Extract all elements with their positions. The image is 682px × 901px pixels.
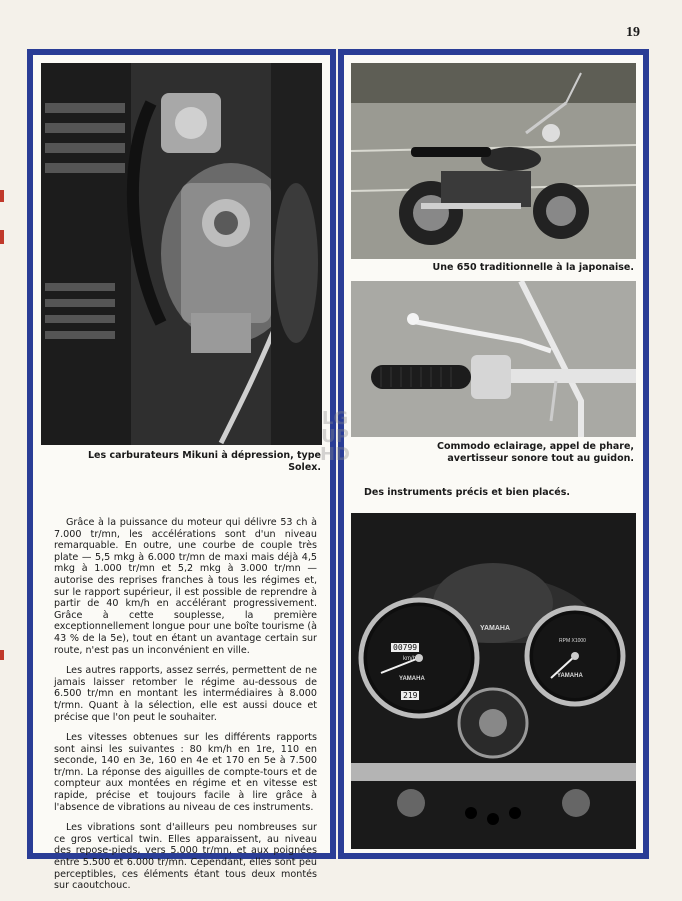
page-number: 19 xyxy=(626,25,640,40)
right-column xyxy=(338,49,649,859)
carburetor-photo xyxy=(41,63,322,445)
motorcycle-photo xyxy=(351,63,636,259)
left-column xyxy=(27,49,336,892)
switch-caption-line-2: avertisseur sonore tout au guidon. xyxy=(447,453,634,464)
tachometer-unit: RPM X1000 xyxy=(559,638,586,644)
margin-mark xyxy=(0,650,4,660)
paragraph: Les autres rapports, assez serrés, permettent de ne jamais laisser retomber le régime au-dessous de 6.500 tr/mn en montant les intermédiaires à 8.000 t/rmn. Quant à la sélection, elle est aussi douce et précise que l'on peut le souhaiter. xyxy=(54,665,317,723)
watermark-line-1: LG xyxy=(321,408,349,429)
watermark-line-2: UP xyxy=(321,426,349,447)
switch-caption xyxy=(384,441,634,465)
switch-caption-line-1: Commodo eclairage, appel de phare, xyxy=(437,441,634,452)
tachometer-brand: YAMAHA xyxy=(557,673,583,679)
watermark-line-3: HD xyxy=(319,444,350,465)
article-body xyxy=(54,517,317,901)
handlebar-switch-photo xyxy=(351,281,636,437)
motorcycle-caption: Une 650 traditionnelle à la japonaise. xyxy=(432,262,634,273)
watermark-logo xyxy=(300,410,370,480)
speedometer-brand: YAMAHA xyxy=(399,676,425,682)
brand-logo: YAMAHA xyxy=(479,625,511,632)
margin-mark xyxy=(0,230,4,244)
paragraph: Grâce à la puissance du moteur qui délivre 53 ch à 7.000 tr/mn, les accélérations sont d'un niveau remarquable. En outre, une courbe de couple très plate — 5,5 mkg à 6.000 tr/mn de maxi mais déjà 4,5 mkg à 1.000 tr/mn et 5,2 mkg à 3.000 tr/mn — autorise des reprises franches à tous les régimes et, sur le rapport supérieur, il est possible de reprendre à partir de 40 km/h en accélérant progressivement. Grâce à cette souplesse, la première exceptionnellement longue pour une boîte tourisme (à 43 % de la 5e), tout en étant un avantage certain sur route, n'est pas un inconvénient en ville. xyxy=(54,517,317,656)
speedometer-unit: km/h xyxy=(403,656,417,662)
margin-mark xyxy=(0,190,4,202)
instruments-photo xyxy=(351,513,636,849)
trip-meter: 219 xyxy=(403,691,418,700)
instruments-caption: Des instruments précis et bien placés. xyxy=(364,487,571,498)
paragraph: Les vitesses obtenues sur les différents rapports sont ainsi les suivantes : 80 km/h en 1re, 110 en seconde, 140 en 3e, 160 en 4e et 170 en 5e à 7.500 tr/mn. La réponse des aiguilles de compte-tours et de compteur aux montées en régime et en vitesse est rapide, précise et toujours facile à lire grâce à l'absence de vibrations au niveau de ces instruments. xyxy=(54,732,317,813)
carburetor-caption: Les carburateurs Mikuni à dépression, type Solex. xyxy=(88,450,321,473)
paragraph: Les vibrations sont d'ailleurs peu nombreuses sur ce gros vertical twin. Elles apparaissent, au niveau des repose-pieds, vers 5.000 tr/mn, et aux poignées entre 5.500 et 6.000 tr/mn. Cependant, elles sont peu perceptibles, ces éléments étant tous deux montés sur caoutchouc. xyxy=(54,822,317,892)
odometer: 00799 xyxy=(393,643,418,652)
